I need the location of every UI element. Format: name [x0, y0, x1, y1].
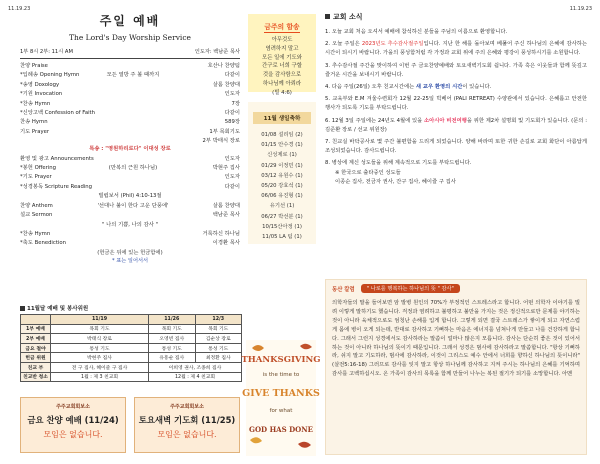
list-item: 신성제로 (1) — [267, 152, 297, 159]
church-news — [325, 12, 587, 187]
service-time: 1부 8시 2부: 11시 AM — [20, 49, 73, 55]
notice-card-saturday — [134, 397, 240, 453]
card-message: 모임은 없습니다. — [157, 430, 217, 439]
date-left: 11.19.23 — [8, 6, 31, 12]
card-message: 모임은 없습니다. — [43, 430, 103, 439]
table-row: 1부 예배 목회 기도 목회 기도 목회 기도 — [21, 324, 242, 334]
weekly-verse-box — [248, 14, 316, 96]
news-title: 교회 소식 — [325, 12, 587, 22]
column-header — [326, 280, 586, 297]
news-list — [325, 28, 587, 187]
list-item: 유기선 (1) — [269, 203, 295, 210]
order-row: *찬송 Hymn 7장 — [20, 100, 240, 107]
card-title: 금요 찬양 예배 (11/24) — [27, 415, 119, 425]
list-item: 06/27 박선분 (1) — [261, 213, 303, 220]
divider — [20, 58, 240, 59]
order-subtitle: The Lord's Day Worship Service — [69, 33, 191, 42]
birthday-title: 11월 생일축하 — [253, 112, 311, 124]
service-time-row — [20, 48, 240, 55]
list-item: 01/15 안수경 (1) — [261, 142, 303, 149]
order-row: *축도 Benediction 이경환 목사 — [20, 240, 240, 247]
pastor-column — [325, 279, 587, 455]
news-item: 2. 오늘 주일은 2023년도 추수감사절주일입니다. 지난 한 해를 돌아보며 베풀어 주신 하나님의 은혜에 감사하는 시간이 되시기 바랍니다. 가을의 풍성함처럼 각 가정과 교회 위에 주의 은혜와 평강이 풍성하시기를 소원합니다. — [325, 41, 588, 57]
table-row: 2부 예배 박태식 장로 오영빈 집사 김순상 장로 — [21, 334, 242, 344]
order-row: *기도 Prayer 인도자 — [20, 174, 240, 181]
art-line-4: for what — [269, 408, 293, 414]
art-line-3: GIVE THANKS — [242, 388, 320, 399]
thanksgiving-art — [241, 340, 321, 456]
news-item: 5. 교육부와 E.M 겨울수련회가 12월 22-25일 빅베어 (PALI RETREAT) 수양관에서 있습니다. 은혜롭고 안전한 행사가 되도록 기도를 부탁드립니다. — [325, 96, 587, 112]
special-song-note: 특송 : "영원하리로다" 이대성 장로 — [89, 146, 171, 153]
duty-table — [20, 314, 242, 382]
table-row: 친교반 청소 1월 : 제 3 친교회 12월 : 제 4 친교회 — [21, 372, 242, 382]
order-row: 찬양 Praise 호산나 찬양팀 — [20, 63, 240, 69]
art-line-1: THANKSGIVING — [241, 355, 321, 365]
verse-title: 금주의 함송 — [264, 23, 300, 31]
worship-order — [20, 12, 240, 264]
order-row: *봉헌 Offering (만복의 근원 하나님) 박현주 집사 — [20, 165, 240, 172]
list-item: 10/15산아정 (1) — [262, 223, 302, 230]
news-item: 6. 12월 3일 주일에는 24년도 4월에 있을 소아시아 비전여행을 위한 제2차 설명회 및 기도회가 있습니다. (문의 : 김준환 장로 / 선교 위원장) — [325, 117, 587, 133]
list-item: 01/29 이정민 (1) — [261, 162, 303, 169]
table-row: 친교 부 전 구 집사, 혜이즐 구 집사 이희영 권사, 조종희 집사 — [21, 362, 242, 372]
order-row: 환영 및 광고 Announcements 인도자 — [20, 155, 240, 162]
sermon-title: " 나의 기쁨, 나의 감사 " — [102, 221, 158, 228]
table-row: 금요 철야 통성 기도 통성 기도 통성 기도 — [21, 343, 242, 353]
order-row: 설교 Sermon 백남준 목사 — [20, 212, 240, 219]
notice-card-friday — [20, 397, 126, 453]
list-item: 05/20 강효석 (1) — [261, 183, 303, 190]
art-line-2: is the time to — [262, 372, 300, 378]
prayer-second-service: 2부 박태식 장로 — [202, 138, 240, 145]
list-item: 03/12 유원수 (1) — [261, 172, 303, 179]
offering-note: (헌금은 뒤에 있는 헌금함에) — [97, 249, 163, 256]
order-row: 기도 Prayer 1부 목회기도 — [20, 128, 240, 135]
art-line-5: GOD HAS DONE — [248, 425, 314, 434]
news-item: 1. 오늘 교회 처음 오셔서 예배에 참석하신 분들을 주님의 이름으로 환영합니다. — [325, 29, 508, 35]
column-subtitle: " 나로를 행복하는 하나님의 뜻 " 감사" — [361, 284, 460, 293]
order-row: *성경봉독 Scripture Reading 다같이 — [20, 183, 240, 190]
card-brand: 주주교회회보소 — [170, 404, 204, 410]
column-text: 의학자들의 말을 들어보면 암 발병 원인의 70%가 부정적인 스트레스라고 합니다. 어떤 의학자 이야기를 빌려 이렇게 말하기도 했습니다. 걱정과 염려하고 불평하고 불만을 가지는 것은 정신적으로만 문제를 야기하는 것이 아니라 육체적으로도 엄청난 손해를 입게 합니다. 그렇게 되면 결국 스트레스가 쌓이게 되고 자연스럽게 몸에 병이 오게 되는데, 반대로 감사하고 기뻐하는 마음은 에너지를 넘쳐나게 만들고 나를 건강하게 합니다. 그래서 그런지 성경에서도 감사하라는 말씀이 얼마나 많은지 모릅니다. 감사는 단순히 좋은 것이 있어서 하는 것이 아니라 하나님의 뜻이기 때문입니다. 그래서 성경은 범사에 감사하라고 말씀합니다. "항상 기뻐하라, 쉬지 말고 기도하라, 범사에 감사하라, 이것이 그리스도 예수 안에서 너희를 향하신 하나님의 뜻이니라"(살전5:16-18) 그러므로 감사를 잊지 말고 항상 하나님께 감사하고 지켜 주시는 하나님의 은혜를 기억하며 감사를 고백하십시오. 온 가족이 감사의 목록을 함께 만들어 나누는 복된 절기가 되기를 소망합니다. 아멘 — [332, 300, 580, 378]
duty-section — [20, 304, 242, 382]
scripture-reference: 빌립보서 (Phil) 4:10-13절 — [98, 193, 162, 200]
prayer-row: ※ 한국으로 출타중인 성도들 — [335, 169, 401, 176]
table-header-row: 11/19 11/26 12/3 — [21, 315, 242, 325]
order-row: 찬양 Anthem '선대나 불이 한다 고운 단풍에' 살롬 찬양대 — [20, 202, 240, 209]
service-leader: 인도자: 백남준 목사 — [194, 49, 240, 55]
order-row: *입례송 Opening Hymn 모든 열방 주 볼 때까지 다같이 — [20, 72, 240, 79]
duty-title: 11월달 예배 및 봉사위원 — [20, 304, 242, 312]
news-item: 7. 친교실 바닥공사로 몇 주간 불편함을 드리게 되었습니다. 양해 바라며 또한 귀한 손길로 교회 화단이 아름답게 조성되었습니다. 감사드립니다. — [325, 139, 587, 155]
card-brand: 주주교회회보소 — [56, 404, 90, 410]
news-item: 3. 추수감사절 주간을 맞이하여 이번 주 금요찬양예배와 토요새벽기도회 쉽니다. 가족 혹은 이웃들과 함께 뜻깊고 즐거운 시간을 보내시기 바랍니다. — [325, 62, 587, 78]
order-row: *찬송 Hymn 거룩하신 하나님 — [20, 230, 240, 237]
date-right: 11.19.23 — [569, 6, 592, 12]
birthday-list — [248, 130, 316, 242]
order-row: 찬송 Hymn 589장 — [20, 119, 240, 126]
square-bullet-icon — [20, 306, 25, 311]
order-row: *신앙고백 Confession of Faith 다같이 — [20, 110, 240, 117]
order-title: 주일 예배 — [99, 14, 161, 28]
square-bullet-icon — [325, 14, 330, 19]
list-item: 06/06 유진형 (1) — [261, 193, 303, 200]
order-row: *송영 Doxology 살롬 찬양대 — [20, 81, 240, 88]
table-row: 헌금 위원 박현주 집사 유흥순 집사 최정환 집사 — [21, 353, 242, 363]
list-item: 01/08 설리임 (2) — [261, 132, 303, 138]
news-item: 4. 다음 주일(26일) 오후 친교시간에는 새 교우 환영의 시간이 있습니다. — [325, 84, 492, 91]
birthday-box — [248, 102, 316, 244]
verse-reference: (빌 4:6) — [272, 89, 292, 96]
list-item: 11/05 LA 팀 (1) — [262, 234, 302, 241]
verse-body: 아무것도 염려하지 말고 모든 일에 기도와 간구로 너희 구할 것을 감사함으로 하나님께 아뢰라 (빌 4:6) — [248, 36, 316, 98]
prayer-request: 8. 병상에 계신 성도들을 위해 계속적으로 기도를 부탁드립니다. — [325, 160, 472, 167]
order-row: *기원 Invocation 인도자 — [20, 91, 240, 98]
prayer-row: 이종순 집사, 전금자 권사, 잔구 집사, 혜이즐 구 집사 — [335, 178, 456, 185]
column-badge: 동산 칼럼 — [332, 286, 355, 293]
card-title: 토요새벽 기도회 (11/25) — [138, 415, 236, 425]
order-list — [20, 62, 240, 264]
stand-note: * 표는 일어서서 — [112, 257, 148, 264]
